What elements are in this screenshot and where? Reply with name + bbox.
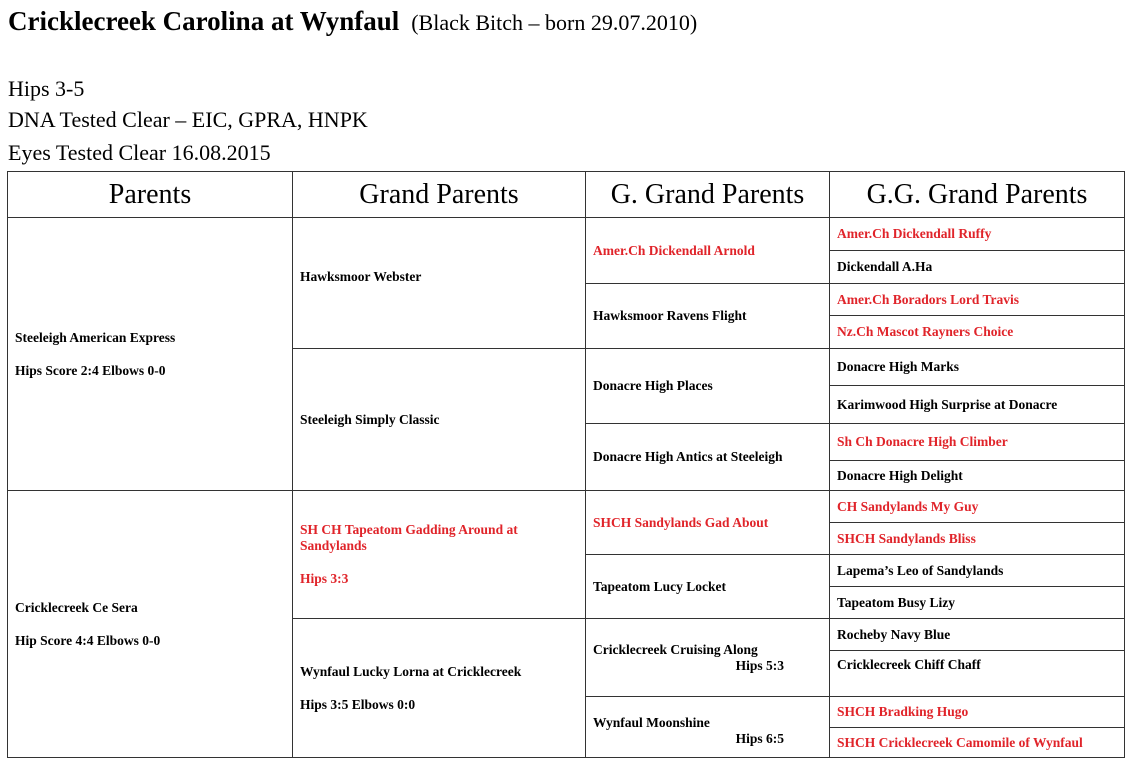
hips-info: Hips 3-5 — [8, 76, 85, 101]
gg-grandparent-cell: Amer.Ch Boradors Lord Travis — [830, 284, 1125, 316]
grandparent-health: Hips 3:3 — [300, 571, 349, 586]
sire-health: Hips Score 2:4 Elbows 0-0 — [15, 362, 166, 378]
gg-grandparent-cell: Donacre High Marks — [830, 349, 1125, 386]
great-grandparent-cell: Hawksmoor Ravens Flight — [586, 284, 830, 349]
gg-grandparent-cell: Donacre High Delight — [830, 461, 1125, 491]
gg-grandparent-cell: SHCH Bradking Hugo — [830, 697, 1125, 728]
gg-grandparent-cell: Amer.Ch Dickendall Ruffy — [830, 218, 1125, 251]
gg-grandparent-cell: Karimwood High Surprise at Donacre — [830, 386, 1125, 424]
gg-grandparent-cell: Tapeatom Busy Lizy — [830, 587, 1125, 619]
sire-cell — [8, 218, 293, 491]
grandparent-name: SH CH Tapeatom Gadding Around at Sandylands — [300, 522, 518, 553]
gg-grandparent-cell: Sh Ch Donacre High Climber — [830, 424, 1125, 461]
great-grandparent-health: Hips 5:3 — [735, 657, 784, 673]
page-title — [8, 6, 697, 37]
great-grandparent-cell: Cricklecreek Cruising Along Hips 5:3 — [586, 619, 830, 697]
grandparent-cell — [293, 619, 586, 758]
gg-grandparent-cell: Dickendall A.Ha — [830, 251, 1125, 284]
dam-health: Hip Score 4:4 Elbows 0-0 — [15, 632, 161, 648]
grandparent-cell — [293, 218, 586, 349]
gg-grandparent-cell: SHCH Cricklecreek Camomile of Wynfaul — [830, 728, 1125, 758]
grandparent-cell — [293, 349, 586, 491]
pedigree-table — [7, 171, 1125, 758]
dog-name: Cricklecreek Carolina at Wynfaul — [8, 6, 400, 36]
col-parents-header: Parents — [8, 172, 293, 218]
col-gggparents-header: G.G. Grand Parents — [830, 172, 1125, 218]
gg-grandparent-cell: Lapema’s Leo of Sandylands — [830, 555, 1125, 587]
header-row — [8, 172, 1125, 218]
sire-name: Steeleigh American Express — [15, 329, 176, 345]
great-grandparent-cell: Wynfaul Moonshine Hips 6:5 — [586, 697, 830, 758]
gg-grandparent-cell: CH Sandylands My Guy — [830, 491, 1125, 523]
gg-grandparent-cell: Nz.Ch Mascot Rayners Choice — [830, 316, 1125, 349]
gg-grandparent-cell: Cricklecreek Chiff Chaff — [830, 651, 1125, 697]
great-grandparent-cell: Donacre High Places — [586, 349, 830, 424]
eyes-info: Eyes Tested Clear 16.08.2015 — [8, 140, 271, 165]
grandparent-name: Hawksmoor Webster — [300, 269, 422, 284]
dam-cell — [8, 491, 293, 758]
gg-grandparent-cell: Rocheby Navy Blue — [830, 619, 1125, 651]
great-grandparent-cell: SHCH Sandylands Gad About — [586, 491, 830, 555]
dna-info: DNA Tested Clear – EIC, GPRA, HNPK — [8, 107, 368, 132]
dog-description: (Black Bitch – born 29.07.2010) — [411, 10, 698, 35]
grandparent-cell — [293, 491, 586, 619]
great-grandparent-cell: Tapeatom Lucy Locket — [586, 555, 830, 619]
gg-grandparent-cell: SHCH Sandylands Bliss — [830, 523, 1125, 555]
dam-name: Cricklecreek Ce Sera — [15, 599, 138, 615]
grandparent-name: Wynfaul Lucky Lorna at Cricklecreek — [300, 663, 522, 679]
col-ggparents-header: G. Grand Parents — [586, 172, 830, 218]
great-grandparent-cell: Amer.Ch Dickendall Arnold — [586, 218, 830, 284]
col-grandparents-header: Grand Parents — [293, 172, 586, 218]
great-grandparent-cell: Donacre High Antics at Steeleigh — [586, 424, 830, 491]
grandparent-health: Hips 3:5 Elbows 0:0 — [300, 696, 416, 712]
grandparent-name: Steeleigh Simply Classic — [300, 411, 440, 427]
great-grandparent-health: Hips 6:5 — [735, 731, 784, 746]
